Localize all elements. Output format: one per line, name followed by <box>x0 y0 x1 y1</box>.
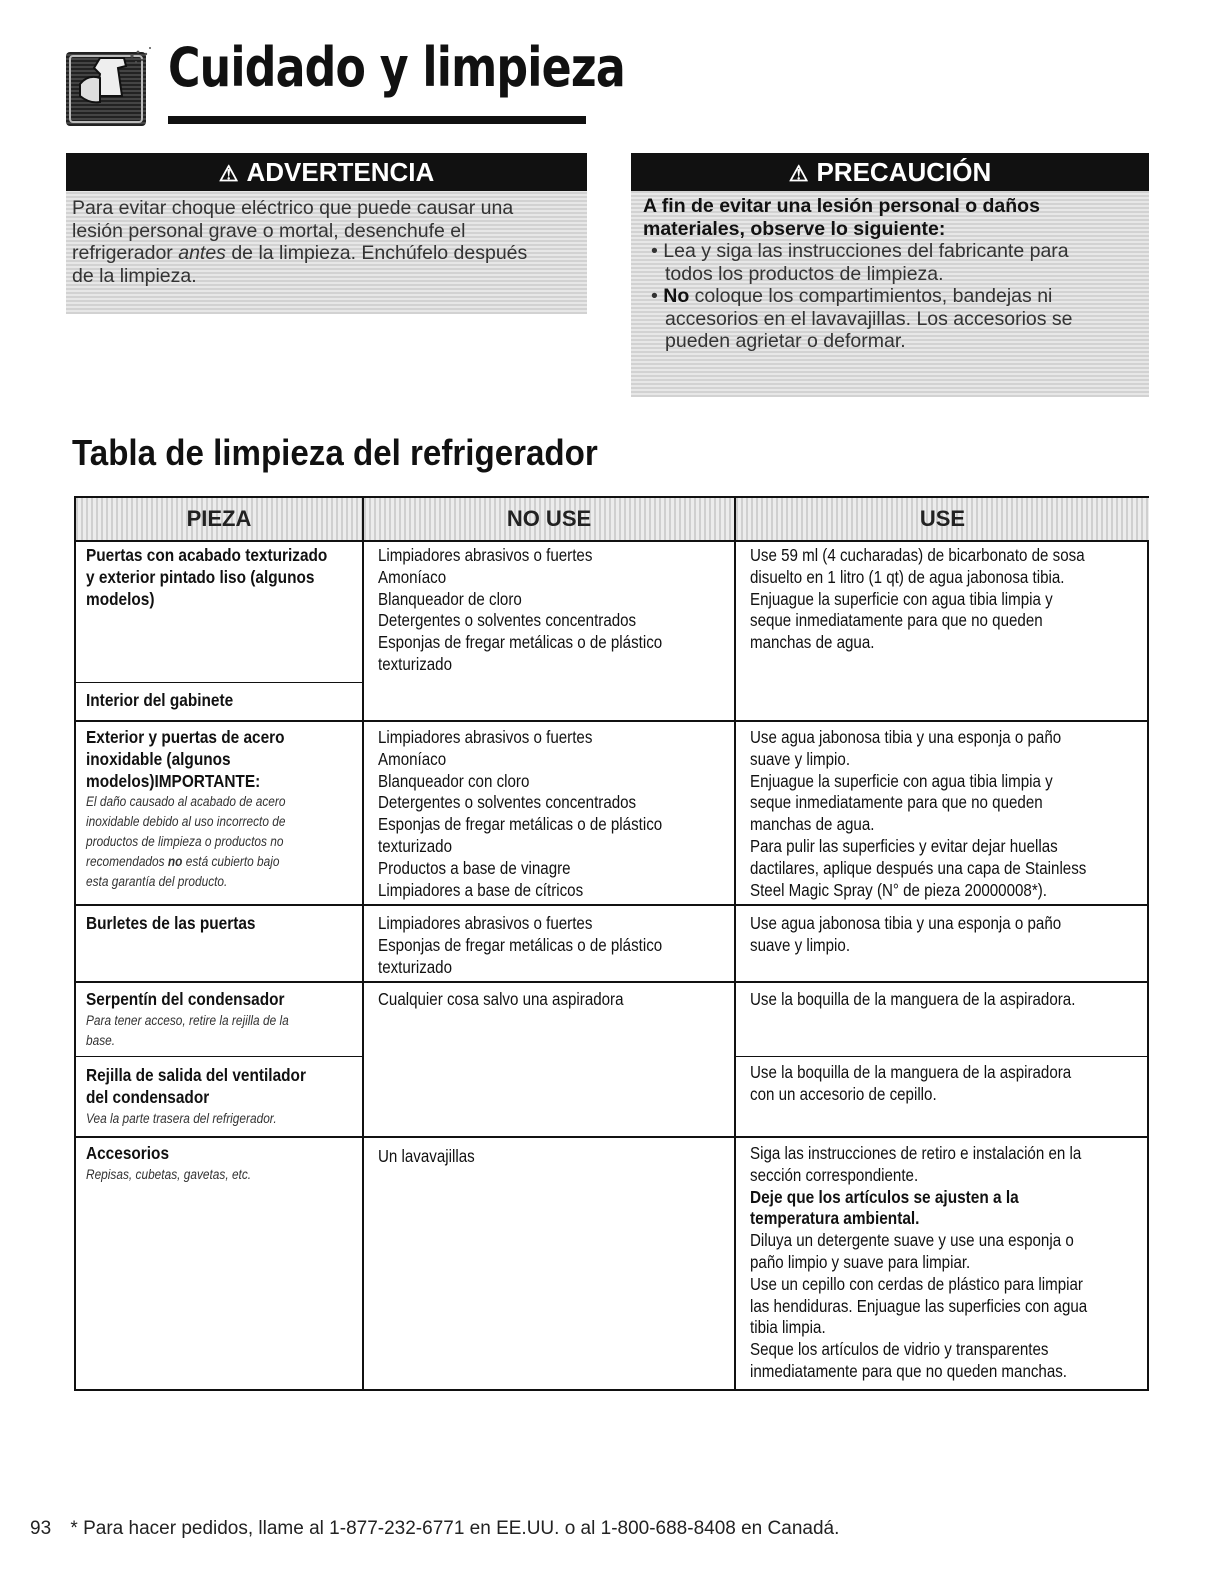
table-row-pieza: Interior del gabinete <box>86 690 234 710</box>
warning-triangle-icon: ⚠ <box>218 161 239 186</box>
table-cell-no-use: Limpiadores abrasivos o fuertes Esponjas de fregar metálicas o de plástico texturizado <box>378 913 663 977</box>
table-cell-no-use: Cualquier cosa salvo una aspiradora <box>378 989 624 1009</box>
table-cell-use: Use 59 ml (4 cucharadas) de bicarbonato de sosa disuelto en 1 litro (1 qt) de agua jabonosa tibia. Enjuague la superficie con agua tibia limpia y seque inmediatamente para que no queden manchas de agua. <box>750 545 1085 653</box>
column-header-use: USE <box>736 498 1149 540</box>
table-row-pieza: Puertas con acabado texturizado y exterior pintado liso (algunos modelos) <box>86 545 328 609</box>
table-row-pieza: Accesorios Repisas, cubetas, gavetas, etc. <box>86 1143 252 1182</box>
table-cell-use: Siga las instrucciones de retiro e instalación en la sección correspondiente. Deje que los artículos se ajusten a la temperatura ambiental. Diluya un detergente suave y use una esponja o paño limpio y suave para limpiar. Use un cepillo con cerdas de plástico para limpiar las hendiduras. Enjuague las superficies con agua tibia limpia. Seque los artículos de vidrio y transparentes inmediatamente para que no queden manchas. <box>750 1143 1088 1381</box>
table-cell-use: Use agua jabonosa tibia y una esponja o paño suave y limpio. Enjuague la superficie con agua tibia limpia y seque inmediatamente para que no queden manchas de agua. Para pulir las superficies y evitar dejar huellas dactilares, aplique después una capa de Stainless Steel Magic Spray (N° de pieza 20000008*). <box>750 727 1087 900</box>
table-row-pieza: Rejilla de salida del ventilador del condensador Vea la parte trasera del refrigerador. <box>86 1065 306 1126</box>
caution-heading: ⚠ PRECAUCIÓN <box>631 153 1149 191</box>
table-cell-no-use: Limpiadores abrasivos o fuertes Amoníaco Blanqueador con cloro Detergentes o solventes concentrados Esponjas de fregar metálicas o de plástico texturizado Productos a base de vinagre Limpiadores a base de cítricos <box>378 727 663 900</box>
table-cell-use: Use la boquilla de la manguera de la aspiradora. <box>750 989 1076 1009</box>
warning-box <box>66 153 587 314</box>
caution-bullet-1: • Lea y siga las instrucciones del fabricante para todos los productos de limpieza. <box>651 240 1069 285</box>
title-underline <box>168 116 586 124</box>
caution-bullet-2: • No coloque los compartimientos, bandejas ni accesorios en el lavavajillas. Los accesorios se pueden agrietar o deformar. <box>651 285 1073 352</box>
column-header-pieza: PIEZA <box>76 498 362 540</box>
table-cell-use: Use agua jabonosa tibia y una esponja o paño suave y limpio. <box>750 913 1062 955</box>
warning-triangle-icon: ⚠ <box>788 161 809 186</box>
table-row-pieza: Burletes de las puertas <box>86 913 256 933</box>
warning-heading: ⚠ ADVERTENCIA <box>66 153 587 191</box>
page-title: Cuidado y limpieza <box>168 36 625 99</box>
cleaning-table <box>74 496 1149 1391</box>
table-row-pieza: Exterior y puertas de acero inoxidable (algunos modelos)IMPORTANTE: El daño causado al acabado de acero inoxidable debido al uso incorrecto de productos de limpieza o productos no recomendados no está cubierto bajo esta garantía del producto. <box>86 727 286 890</box>
footer <box>30 1518 839 1540</box>
footer-note: * Para hacer pedidos, llame al 1-877-232-6771 en EE.UU. o al 1-800-688-8408 en Canadá. <box>70 1518 840 1539</box>
column-header-no-use: NO USE <box>364 498 734 540</box>
page-number: 93 <box>30 1518 52 1539</box>
cleaning-spray-icon <box>66 44 154 128</box>
table-cell-no-use: Limpiadores abrasivos o fuertes Amoníaco Blanqueador de cloro Detergentes o solventes concentrados Esponjas de fregar metálicas o de plástico texturizado <box>378 545 663 674</box>
caution-box <box>631 153 1149 397</box>
table-cell-use: Use la boquilla de la manguera de la aspiradora con un accesorio de cepillo. <box>750 1062 1072 1104</box>
table-row-pieza: Serpentín del condensador Para tener acceso, retire la rejilla de la base. <box>86 989 289 1048</box>
table-cell-no-use: Un lavavajillas <box>378 1146 475 1166</box>
section-title: Tabla de limpieza del refrigerador <box>72 432 598 473</box>
caution-text: A fin de evitar una lesión personal o daños materiales, observe lo siguiente: • Lea y siga las instrucciones del fabricante para todos los productos de limpieza. • No coloque los compartimientos, bandejas ni accesorios en el lavavajillas. Los accesorios se pueden agrietar o deformar. <box>631 191 1149 353</box>
warning-text: Para evitar choque eléctrico que puede causar una lesión personal grave o mortal, desenchufe el refrigerador antes de la limpieza. Enchúfelo después de la limpieza. <box>72 197 528 287</box>
